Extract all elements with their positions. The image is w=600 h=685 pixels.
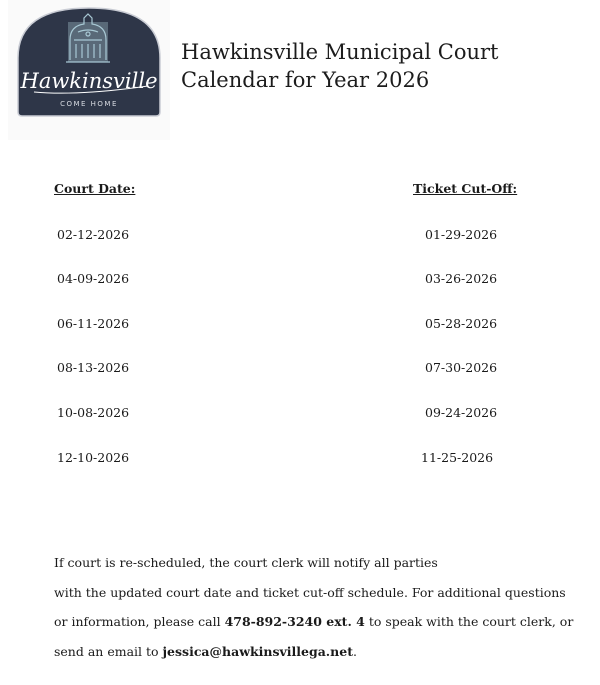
page-title: [181, 38, 581, 94]
clerk-email-address: jessica@hawkinsvillega.net: [162, 643, 353, 659]
footer-line-3: [54, 607, 584, 637]
clerk-phone-number: 478-892-3240 ext. 4: [224, 614, 365, 629]
footer-notice: [54, 548, 584, 666]
footer-line-4-pre: send an email to: [54, 643, 163, 659]
cutoff-date-1: 01-29-2026: [425, 227, 498, 242]
court-date-2: 04-09-2026: [57, 271, 130, 286]
court-date-3: 06-11-2026: [57, 316, 130, 331]
cutoff-date-6: 11-25-2026: [421, 450, 494, 465]
title-line-2: Calendar for Year 2026: [181, 68, 430, 92]
footer-line-4-post: .: [352, 643, 357, 659]
footer-line-1: If court is re-scheduled, the court clerk will notify all parties: [54, 555, 438, 570]
hawkinsville-logo: [8, 0, 170, 140]
logo-script-text: Hawkinsville: [20, 69, 158, 93]
cutoff-date-2: 03-26-2026: [425, 271, 498, 286]
footer-line-3-pre: or information, please call: [54, 614, 225, 629]
title-line-1: Hawkinsville Municipal Court: [181, 40, 499, 64]
court-date-heading: Court Date:: [54, 181, 136, 196]
court-date-1: 02-12-2026: [57, 227, 130, 242]
cutoff-date-3: 05-28-2026: [425, 316, 498, 331]
court-date-5: 10-08-2026: [57, 405, 130, 420]
footer-line-4: [54, 637, 584, 667]
court-date-4: 08-13-2026: [57, 360, 130, 375]
footer-line-3-post: to speak with the court clerk, or: [364, 614, 574, 629]
cutoff-heading: Ticket Cut-Off:: [413, 181, 518, 196]
cutoff-date-4: 07-30-2026: [425, 360, 498, 375]
court-date-6: 12-10-2026: [57, 450, 130, 465]
footer-line-2: with the updated court date and ticket cut-off schedule. For additional questions: [54, 584, 566, 600]
logo-tagline: COME HOME: [60, 100, 118, 108]
logo-badge-icon: [8, 0, 170, 140]
cutoff-date-5: 09-24-2026: [425, 405, 498, 420]
